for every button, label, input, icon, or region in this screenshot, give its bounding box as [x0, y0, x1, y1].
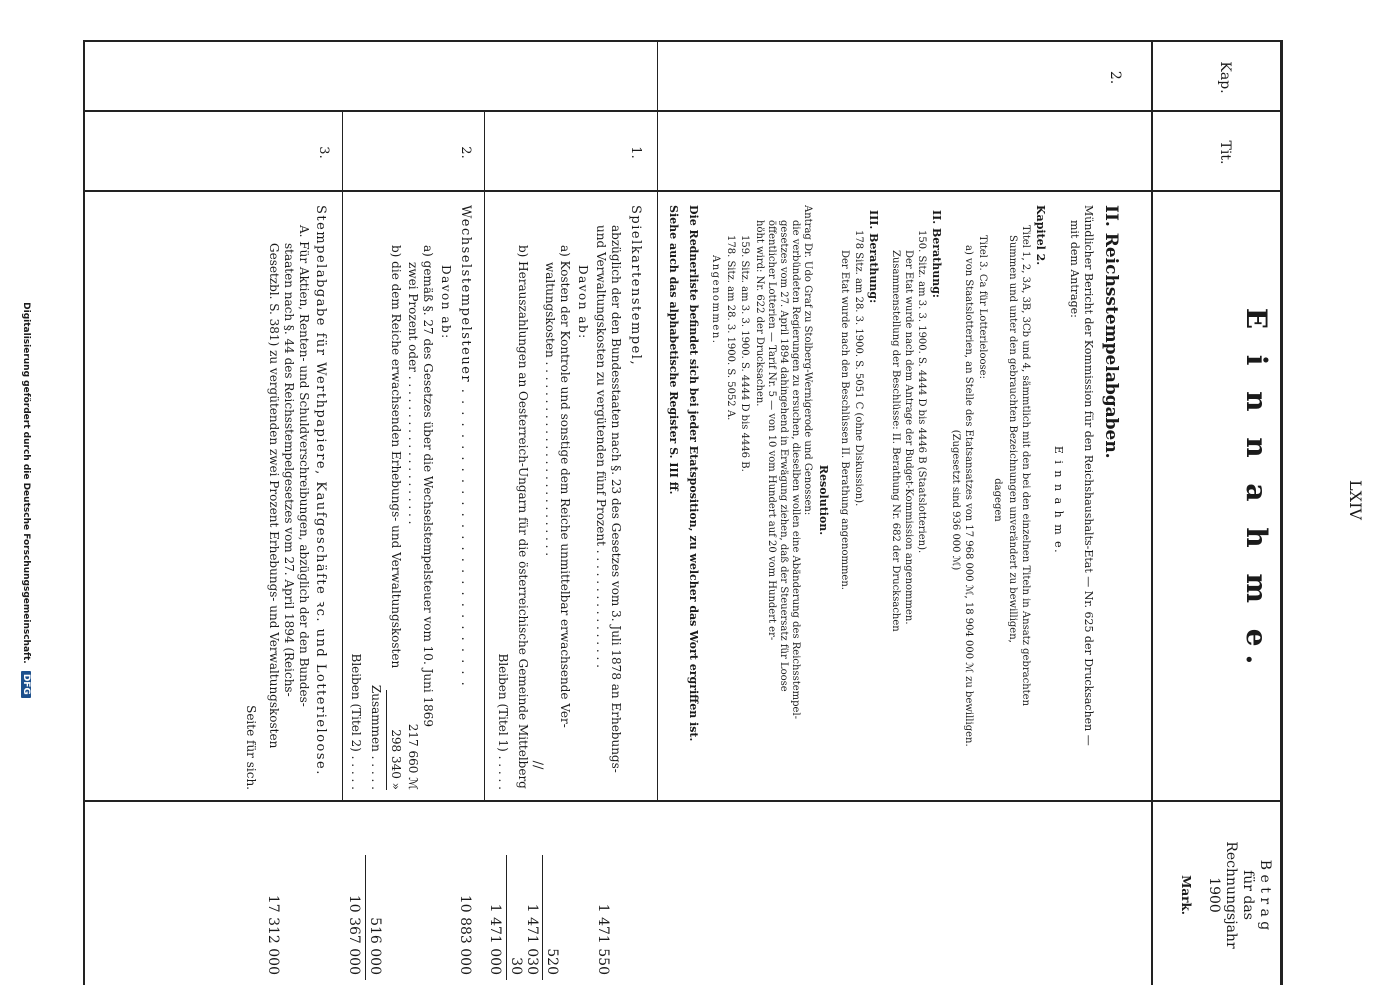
table-bottom-rule — [83, 40, 85, 985]
section-title: II. Reichsstempelabgaben. — [1101, 205, 1121, 459]
titel-2-zusammen: Zusammen . . . . . — [369, 684, 383, 790]
bericht-kapitel: Kapitel 2. — [1034, 205, 1047, 266]
titel-1-davon: Davon ab: — [576, 265, 590, 340]
amount-t3a: 17 312 000 — [265, 894, 281, 975]
titel-1-name: Spielkartenstempel, — [628, 205, 643, 367]
kap-number: 2. — [1107, 70, 1123, 85]
titel-2-name: Wechselstempelsteuer . . . . . . . . . . . . . . . . . . . . . . . . . . . — [458, 205, 473, 688]
net-rule-t1 — [506, 855, 507, 980]
resolution-heading: Resolution. — [817, 464, 830, 536]
col-divider-tit — [85, 110, 1283, 112]
col-left-edge — [85, 40, 1283, 42]
bericht-line-1: Mündlicher Bericht der Kommission für den Reichshaushalts-Etat — Nr. 625 der Drucksachen — — [1082, 205, 1095, 746]
col-divider-betrag — [85, 800, 1283, 802]
header-kap: Kap. — [1217, 61, 1233, 94]
carry-note: Seite für sich. — [244, 705, 258, 790]
bericht-zugesetzt: (Zugesetzt sind 936 000 ℳ) — [950, 429, 961, 571]
rednerliste-line-2: Siehe auch das alphabetische Register S. III ff. — [667, 205, 680, 495]
titel-1-number: 1. — [628, 146, 643, 159]
beratung3-line-1: 178 Sitz. am 28. 3. 1900. S. 5051 C (ohne Diskussion). — [853, 230, 864, 507]
header-betrag — [1205, 810, 1273, 980]
titel-2-number: 2. — [458, 146, 473, 159]
amount-t2-gross: 10 883 000 — [457, 894, 473, 975]
resolution-line-5: höht wird: Nr. 622 der Drucksachen. — [754, 220, 765, 407]
header-betrag-line-4: 1900 — [1206, 877, 1222, 913]
header-betrag-line-1: B e t r a g — [1257, 859, 1273, 931]
header-mark: Mark. — [1179, 875, 1193, 915]
narrative-end-rule — [657, 40, 658, 800]
titel-2-b-value: 298 340 » — [389, 729, 403, 790]
titel-3-a-line-1: A. Für Aktien, Renten- und Schuldverschreibungen, abzüglich der den Bundes- — [297, 225, 311, 707]
titel-3-number: 3. — [316, 146, 331, 159]
titel-2-a-value: 217 660 ℳ — [406, 723, 420, 790]
header-einnahme: E i n n a h m e. — [1240, 307, 1273, 673]
bericht-titel-line-2: Summen und unter den gebrauchten Bezeichnungen unverändert zu bewilligen, — [1007, 235, 1018, 643]
header-betrag-line-2: für das — [1240, 870, 1256, 920]
titel-1-mark: // — [530, 760, 545, 770]
bericht-titel3: Titel 3. Ca für Lotterieloose: — [977, 235, 988, 379]
amount-t1-gross: 1 471 550 — [595, 903, 611, 975]
resolution-line-1: Antrag Dr. Udo Graf zu Stolberg-Wernigerode und Genossen: — [802, 205, 813, 516]
titel-1-a-line-2: waltungskosten . . . . . . . . . . . . . . . . . . . . . . . . . . — [543, 262, 557, 557]
titel-2-end-rule — [342, 110, 343, 800]
titel-1-desc-2: und Verwaltungskosten zu vergütenden fünf Prozent . . . . . . . . . . . . . . . . — [594, 225, 608, 668]
titel-1-desc-1: abzüglich der den Bundesstaaten nach §. 23 des Gesetzes vom 3. Juli 1878 an Erhebungs- — [609, 225, 623, 773]
bericht-titel-line-1: Titel 1, 2, 3A, 3B, 3Cb und 4, sämmtlich mit den bei den einzelnen Titeln in Ansatz gebrachten — [1020, 225, 1031, 707]
beratung3-line-2: Der Etat wurde nach den Beschlüssen II. Berathung angenommen. — [839, 250, 850, 590]
resolution-line-3: gesetzes vom 27. April 1894 dahingehend in Erwägung ziehen, daß der Steuersatz für Loose — [778, 220, 789, 692]
amount-t1-net: 1 471 000 — [487, 903, 503, 975]
titel-3-a-line-3: Gesetzbl. S. 381) zu vergütenden zwei Prozent Erhebungs- und Verwaltungskosten — [267, 243, 281, 749]
net-rule-t2 — [365, 855, 366, 980]
amount-t1-b: 30 — [508, 957, 524, 975]
header-betrag-line-3: Rechnungsjahr — [1223, 841, 1239, 949]
beratung2-line-2: Der Etat wurde nach dem Antrage der Budget-Kommission angenommen. — [903, 250, 914, 625]
col-divider-kap — [85, 190, 1283, 192]
titel-3-name: Stempelabgabe für Werthpapiere, Kaufgeschäfte ꝛc. und Lotterieloose. — [313, 205, 328, 776]
titel-1-a-line-1: a) Kosten der Kontrole und sonstige dem Reiche unmittelbar erwachsende Ver- — [558, 245, 572, 728]
sum-rule-t1 — [542, 855, 543, 980]
resolution-angenommen: Angenommen. — [710, 255, 721, 345]
header-tit: Tit. — [1217, 140, 1233, 165]
titel-1-bleiben: Bleiben (Titel 1) . . . . . — [496, 653, 510, 790]
titel-1-b: b) Herauszahlungen an Oesterreich-Ungarn für die österreichische Gemeinde Mittelberg — [516, 245, 530, 789]
beratung3-heading: III. Berathung: — [867, 210, 880, 304]
amount-t1-a: 520 — [544, 948, 560, 975]
beratung2-line-1: 150. Sitz. am 3. 3. 1900. S. 4444 D bis 4446 B (Staatslotterien). — [916, 230, 927, 554]
titel-2-a-line-1: a) gemäß §. 27 des Gesetzes über die Wechselstempelsteuer vom 10. Juni 1869 — [421, 245, 435, 728]
digitization-footer — [21, 0, 31, 1000]
header-rule — [1151, 40, 1153, 985]
resolution-line-4: öffentlicher Lotterien — Tarif Nr. 5 — von 10 vom Hundert auf 20 vom Hundert er- — [766, 220, 777, 641]
titel-2-bleiben: Bleiben (Titel 2) . . . . . — [349, 653, 363, 790]
amount-t1-sum: 1 471 030 — [524, 903, 540, 975]
titel-3-a-line-2: staaten nach §. 44 des Reichsstempelgesetzes vom 27. April 1894 (Reichs- — [282, 243, 296, 697]
page-number: LXIV — [1346, 480, 1365, 520]
rednerliste-line-1: Die Rednerliste befindet sich bei jeder Etatsposition, zu welcher das Wort ergriffen ist. — [687, 205, 700, 742]
titel-2-subtotal-rule — [386, 690, 387, 790]
table-top-rule — [1280, 40, 1283, 985]
resolution-line-2: die verbündeten Regierungen zu ersuchen, dieselben wollen eine Abänderung des Reichsstempel- — [790, 220, 801, 720]
bericht-einnahme: E i n n a h m e. — [1052, 445, 1065, 555]
titel-2-a-line-2: zwei Prozent oder . . . . . . . . . . . . . . . . . . . . — [406, 262, 420, 525]
amount-t2-deduct: 516 000 — [367, 917, 383, 975]
titel-2-davon: Davon ab: — [439, 265, 453, 340]
beratung2-line-3: Zusammenstellung der Beschlüsse: II. Berathung Nr. 682 der Drucksachen — [890, 250, 901, 632]
dfg-logo-icon: DFG — [21, 671, 31, 698]
bericht-dagegen: dagegen — [992, 478, 1003, 522]
titel-1-end-rule — [484, 110, 485, 800]
beratung2-heading: II. Berathung: — [930, 210, 943, 298]
titel-2-b: b) die dem Reiche erwachsenden Erhebungs- und Verwaltungskosten — [389, 245, 403, 669]
amount-t2-net: 10 367 000 — [346, 894, 362, 975]
resolution-line-7: 178. Sitz. am 28. 3. 1900. S. 5052 A. — [725, 235, 736, 421]
bericht-titel3a: a) von Staatslotterien, an Stelle des Etatsansatzes von 17 968 000 ℳ, 18 904 000 ℳ zu bewilligen. — [963, 245, 974, 747]
digitization-note: Digitalisierung gefördert durch die Deutsche Forschungsgemeinschaft. — [21, 302, 31, 664]
resolution-line-6: 159. Sitz. am 3. 3. 1900. S. 4444 D bis 4446 B. — [739, 235, 750, 472]
bericht-line-2: mit dem Antrage: — [1068, 220, 1081, 318]
